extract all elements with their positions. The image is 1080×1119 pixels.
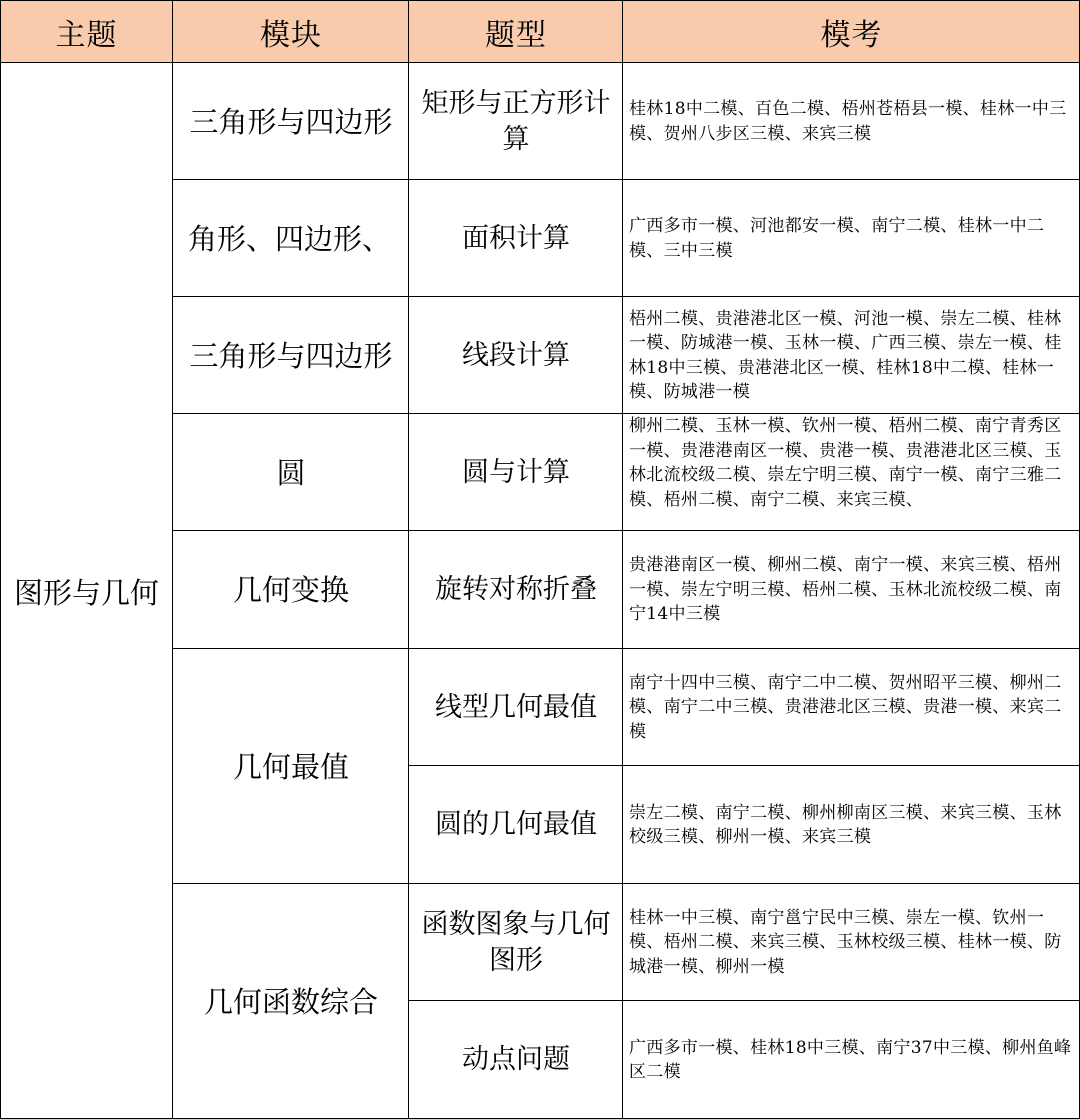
exam-cell: 崇左二模、南宁二模、柳州柳南区三模、来宾三模、玉林校级三模、柳州一模、来宾三模 (629, 802, 1062, 847)
grid-line (172, 296, 1080, 297)
module-cell: 几何最值 (232, 749, 349, 784)
type-cell: 矩形与正方形计算 (421, 87, 611, 155)
header-topic: 主题 (0, 0, 173, 63)
exam-cell: 桂林一中三模、南宁邕宁民中三模、崇左一模、钦州一模、梧州二模、来宾三模、玉林校级三模、桂林一模、防城港一模、柳州一模 (629, 907, 1062, 977)
type-cell: 线型几何最值 (435, 691, 597, 723)
exam-cell: 南宁十四中三模、南宁二中二模、贺州昭平三模、柳州二模、南宁二中三模、贵港港北区三模、贵港一模、来宾二模 (629, 672, 1062, 742)
type-cell: 圆的几何最值 (435, 809, 597, 840)
type-cell: 圆与计算 (462, 456, 570, 488)
module-cell: 角形、四边形、 (187, 221, 391, 256)
grid-line (172, 0, 173, 1119)
grid-line (172, 530, 1080, 531)
exam-cell: 广西多市一模、桂林18中三模、南宁37中三模、柳州鱼峰区二模 (629, 1037, 1072, 1082)
grid-line (0, 0, 1080, 1)
type-cell: 旋转对称折叠 (435, 574, 597, 605)
grid-line (172, 179, 1080, 180)
type-cell: 动点问题 (462, 1044, 570, 1075)
grid-line (172, 883, 1080, 884)
module-cell: 几何变换 (232, 573, 349, 607)
header-module: 模块 (173, 0, 409, 63)
topic-cell: 图形与几何 (13, 575, 159, 610)
header-exam: 模考 (623, 0, 1080, 63)
exam-cell: 桂林18中二模、百色二模、梧州苍梧县一模、桂林一中三模、贺州八步区三模、来宾三模 (629, 99, 1067, 144)
grid-line (622, 0, 623, 1119)
type-cell: 面积计算 (462, 222, 570, 254)
grid-line (408, 765, 1080, 766)
grid-line (408, 1000, 1080, 1001)
grid-line (172, 413, 1080, 414)
type-cell: 函数图象与几何图形 (421, 908, 611, 976)
type-cell: 线段计算 (462, 339, 570, 371)
module-cell: 三角形与四边形 (189, 104, 393, 139)
exam-cell: 广西多市一模、河池都安一模、南宁二模、桂林一中二模、三中三模 (629, 216, 1045, 261)
header-type: 题型 (409, 0, 623, 63)
module-cell: 几何函数综合 (203, 984, 378, 1019)
module-cell: 三角形与四边形 (189, 338, 393, 373)
exam-cell: 梧州二模、贵港港北区一模、河池一模、崇左二模、桂林一模、防城港一模、玉林一模、广西三模、崇左一模、桂林18中三模、贵港港北区一模、桂林18中二模、桂林一模、防城港一模 (629, 308, 1062, 402)
module-cell: 圆 (276, 455, 306, 490)
grid-line (0, 62, 1080, 63)
grid-line (408, 0, 409, 1119)
grid-line (172, 648, 1080, 649)
grid-line (0, 0, 1, 1119)
exam-cell: 柳州二模、玉林一模、钦州一模、梧州二模、南宁青秀区一模、贵港港南区一模、贵港一模、贵港港北区三模、玉林北流校级二模、崇左宁明三模、南宁一模、南宁三雅二模、梧州二模、南宁二模、来宾三模、 (629, 416, 1062, 510)
exam-cell: 贵港港南区一模、柳州二模、南宁一模、来宾三模、梧州一模、崇左宁明三模、梧州二模、玉林北流校级二模、南宁14中三模 (629, 555, 1062, 625)
